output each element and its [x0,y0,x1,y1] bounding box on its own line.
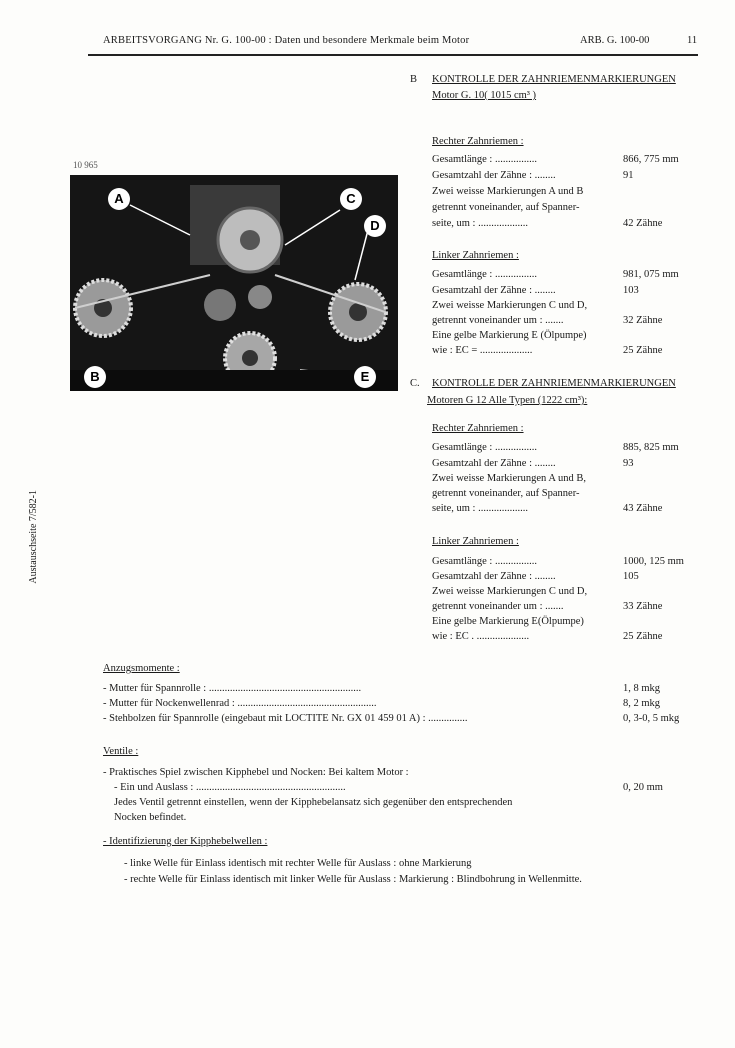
list-item-label: Gesamtzahl der Zähne : ........ [432,571,556,582]
list-item-label: seite, um : ................... [432,218,528,229]
rocker-shaft-left: - linke Welle für Einlass identisch mit rechter Welle für Auslass : ohne Markierung [124,858,472,869]
list-item-label: Gesamtzahl der Zähne : ........ [432,170,556,181]
torque-heading: Anzugsmomente : [103,663,180,674]
figure-number: 10 965 [73,160,98,170]
list-item-value: 42 Zähne [623,218,663,229]
list-item-label: Gesamtlänge : ................ [432,442,537,453]
label-a: A [108,188,130,210]
list-item-label: Gesamtzahl der Zähne : ........ [432,285,556,296]
list-item-label: Gesamtlänge : ................ [432,556,537,567]
section-b-left-heading: Linker Zahnriemen : [432,250,519,261]
list-item-label: Gesamtlänge : ................ [432,154,537,165]
section-c-right-heading: Rechter Zahnriemen : [432,423,524,434]
list-item-value: 25 Zähne [623,631,663,642]
list-item-value: 0, 3-0, 5 mkg [623,713,680,724]
list-item-value: 8, 2 mkg [623,698,661,709]
section-c-letter: C. [410,378,420,389]
list-item-value: 25 Zähne [623,345,663,356]
list-item-label: Zwei weisse Markierungen C und D, [432,300,588,311]
list-item-label: Zwei weisse Markierungen C und D, [432,586,588,597]
header-rule [88,54,698,56]
valves-inlet-outlet: - Ein und Auslass : ......................................................... [114,782,346,793]
list-item-value: 105 [623,571,639,582]
valves-clearance-value: 0, 20 mm [623,782,663,793]
label-b: B [84,366,106,388]
valves-instruction-line2: Nocken befindet. [114,812,187,823]
section-b-title: KONTROLLE DER ZAHNRIEMENMARKIERUNGEN [432,74,676,85]
list-item-label: - Stehbolzen für Spannrolle (eingebaut mit LOCTITE Nr. GX 01 459 01 A) : ............... [103,713,468,724]
list-item-label: getrennt voneinander, auf Spanner- [432,488,580,499]
valves-heading: Ventile : [103,746,139,757]
list-item-value: 91 [623,170,634,181]
list-item-label: wie : EC . .................... [432,631,530,642]
label-e: E [354,366,376,388]
list-item-label: Gesamtzahl der Zähne : ........ [432,458,556,469]
header-title: ARBEITSVORGANG Nr. G. 100-00 : Daten und besondere Merkmale beim Motor [103,35,470,46]
rocker-shaft-heading: - Identifizierung der Kipphebelwellen : [103,836,268,847]
section-c-title: KONTROLLE DER ZAHNRIEMENMARKIERUNGEN [432,378,676,389]
list-item-label: Eine gelbe Markierung E(Ölpumpe) [432,616,584,627]
list-item-label: Eine gelbe Markierung E (Ölpumpe) [432,330,587,341]
list-item-value: 33 Zähne [623,601,663,612]
list-item-label: getrennt voneinander, auf Spanner- [432,202,580,213]
list-item-value: 103 [623,285,639,296]
section-c-left-heading: Linker Zahnriemen : [432,536,519,547]
section-b-letter: B [410,74,418,85]
label-c: C [340,188,362,210]
list-item-label: Gesamtlänge : ................ [432,269,537,280]
header-code: ARB. G. 100-00 [580,35,650,46]
list-item-label: wie : EC = .................... [432,345,533,356]
engine-photo [70,175,398,391]
list-item-value: 43 Zähne [623,503,663,514]
list-item-value: 981, 075 mm [623,269,679,280]
list-item-label: seite, um : ................... [432,503,528,514]
valves-instruction-line1: Jedes Ventil getrennt einstellen, wenn der Kipphebelansatz sich gegenüber den entsprechenden [114,797,513,808]
section-c-subtitle: Motoren G 12 Alle Typen (1222 cm³): [427,395,588,406]
list-item-value: 885, 825 mm [623,442,679,453]
page-number: 11 [687,35,698,46]
rocker-shaft-right: - rechte Welle für Einlass identisch mit linker Welle für Auslass : Markierung : Blindbohrung in Wellenmitte. [124,874,582,885]
list-item-value: 93 [623,458,634,469]
label-d: D [364,215,386,237]
list-item-value: 866, 775 mm [623,154,679,165]
list-item-label: Zwei weisse Markierungen A und B, [432,473,586,484]
list-item-label: - Mutter für Nockenwellenrad : ..................................................... [103,698,377,709]
list-item-value: 1, 8 mkg [623,683,661,694]
section-b-right-heading: Rechter Zahnriemen : [432,136,524,147]
side-text: Austauschseite 7/582-1 [28,490,39,584]
list-item-label: getrennt voneinander um : ....... [432,601,564,612]
list-item-label: getrennt voneinander um : ....... [432,315,564,326]
section-b-subtitle: Motor G. 10( 1015 cm³ ) [432,90,537,101]
list-item-value: 1000, 125 mm [623,556,684,567]
valves-clearance-text: - Praktisches Spiel zwischen Kipphebel und Nocken: Bei kaltem Motor : [103,767,409,778]
list-item-label: Zwei weisse Markierungen A und B [432,186,584,197]
list-item-label: - Mutter für Spannrolle : .......................................................... [103,683,362,694]
list-item-value: 32 Zähne [623,315,663,326]
